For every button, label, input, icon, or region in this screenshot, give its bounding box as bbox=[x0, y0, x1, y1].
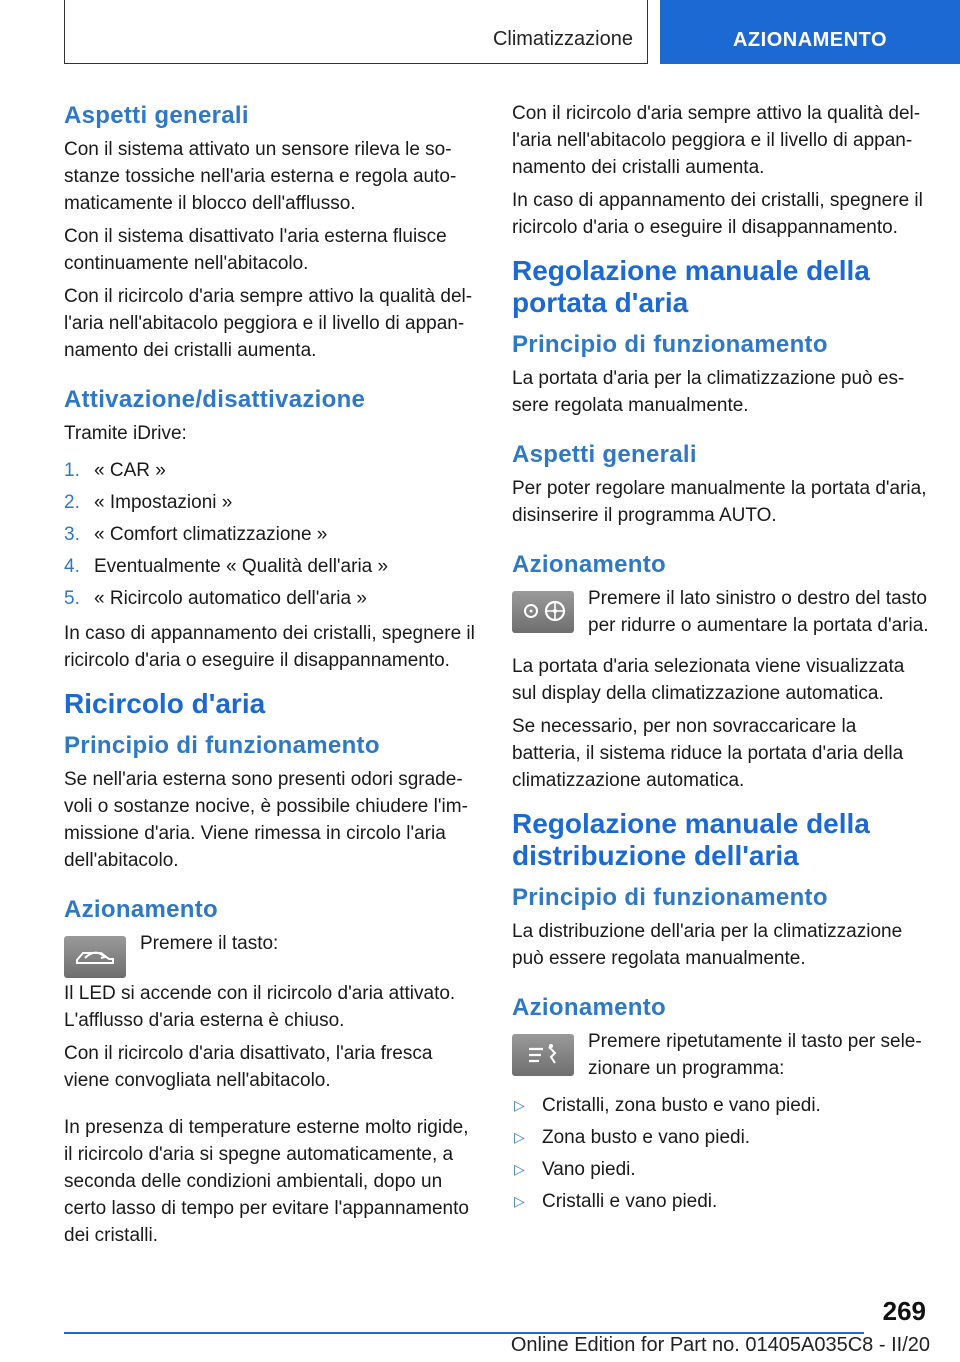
heading-aspetti-generali: Aspetti generali bbox=[64, 102, 249, 129]
heading-azionamento: Azionamento bbox=[512, 551, 666, 578]
list-item bbox=[512, 1188, 930, 1215]
air-distribution-icon bbox=[521, 1041, 565, 1069]
heading-principio: Principio di funzionamento bbox=[64, 732, 380, 759]
triangle-bullet-icon: ▷ bbox=[514, 1193, 525, 1209]
chapter-title: AZIONAMENTO bbox=[732, 29, 887, 51]
heading-principio: Principio di funzionamento bbox=[512, 331, 828, 358]
list-item bbox=[64, 585, 482, 612]
footer-edition: Online Edition for Part no. 01405A035C8 - II/20 bbox=[510, 1334, 930, 1356]
paragraph: Il LED si accende con il ricircolo d'aria attivato. L'afflusso d'aria esterna è chiuso. bbox=[64, 983, 456, 1031]
paragraph: Tramite iDrive: bbox=[64, 423, 187, 444]
icon-instruction bbox=[64, 930, 482, 978]
list-item-text: Vano piedi. bbox=[542, 1159, 636, 1180]
icon-instruction bbox=[512, 585, 930, 639]
page-number: 269 bbox=[882, 1296, 926, 1326]
heading-azionamento: Azionamento bbox=[512, 994, 666, 1021]
paragraph: Per poter regolare manualmente la portata d'aria, disinserire il programma AUTO. bbox=[512, 478, 927, 526]
paragraph: Con il ricircolo d'aria sempre attivo la qualità dell'aria nell'abitacolo peggiora e il livello di appannamento dei cristalli aumenta. bbox=[64, 286, 473, 361]
heading-ricircolo: Ricircolo d'aria bbox=[64, 688, 266, 719]
step-number: 3. bbox=[64, 524, 80, 545]
step-list bbox=[64, 457, 482, 612]
list-item-text: Zona busto e vano piedi. bbox=[542, 1127, 751, 1148]
recirculation-button-icon bbox=[64, 936, 126, 978]
paragraph: In caso di appannamento dei cristalli, spegnere il ricircolo d'aria o eseguire il disappannamento. bbox=[512, 190, 923, 238]
icon-text: Premere ripetutamente il tasto per selezionare un programma: bbox=[588, 1031, 922, 1079]
step-text: « CAR » bbox=[94, 460, 166, 481]
right-column bbox=[512, 100, 930, 1220]
paragraph: In presenza di temperature esterne molto rigide, il ricircolo d'aria si spegne automaticamente, a seconda delle condizioni ambientali, dopo un certo lasso di tempo per evitare l'appannamento dei cristalli. bbox=[64, 1117, 469, 1246]
list-item-text: Cristalli, zona busto e vano piedi. bbox=[542, 1095, 821, 1116]
paragraph: La portata d'aria per la climatizzazione può essere regolata manualmente. bbox=[512, 368, 905, 416]
step-text: « Ricircolo automatico dell'aria » bbox=[94, 588, 367, 609]
section-header bbox=[64, 0, 648, 64]
step-text: Eventualmente « Qualità dell'aria » bbox=[94, 556, 389, 577]
step-number: 4. bbox=[64, 556, 80, 577]
list-item bbox=[512, 1124, 930, 1151]
list-item bbox=[64, 521, 482, 548]
step-number: 1. bbox=[64, 460, 80, 481]
paragraph: La distribuzione dell'aria per la climatizzazione può essere regolata manualmente. bbox=[512, 921, 903, 969]
triangle-bullet-icon: ▷ bbox=[514, 1129, 525, 1145]
paragraph: In caso di appannamento dei cristalli, spegnere il ricircolo d'aria o eseguire il disappannamento. bbox=[64, 623, 475, 671]
triangle-bullet-icon: ▷ bbox=[514, 1161, 525, 1177]
air-distribution-button-icon bbox=[512, 1034, 574, 1076]
chapter-tab[interactable] bbox=[660, 0, 960, 64]
paragraph: Con il ricircolo d'aria disattivato, l'aria fresca viene convogliata nell'abitacolo. bbox=[64, 1043, 433, 1091]
heading-principio: Principio di funzionamento bbox=[512, 884, 828, 911]
triangle-bullet-icon: ▷ bbox=[514, 1097, 525, 1113]
heading-portata: Regolazione manuale della portata d'aria bbox=[512, 255, 870, 318]
list-item bbox=[64, 457, 482, 484]
fan-speed-icon bbox=[517, 598, 569, 626]
step-number: 2. bbox=[64, 492, 80, 513]
step-text: « Impostazioni » bbox=[94, 492, 233, 513]
left-column bbox=[64, 100, 482, 1255]
section-title: Climatizzazione bbox=[492, 28, 633, 50]
list-item bbox=[64, 553, 482, 580]
paragraph: La portata d'aria selezionata viene visualizzata sul display della climatizzazione automatica. bbox=[512, 656, 905, 704]
paragraph: Con il ricircolo d'aria sempre attivo la qualità dell'aria nell'abitacolo peggiora e il livello di appannamento dei cristalli aumenta. bbox=[512, 103, 921, 178]
list-item bbox=[512, 1156, 930, 1183]
list-item bbox=[512, 1092, 930, 1119]
paragraph: Se nell'aria esterna sono presenti odori sgradevoli o sostanze nocive, è possibile chiudere l'immissione d'aria. Viene rimessa in circolo l'aria dell'abitacolo. bbox=[64, 769, 468, 871]
heading-attivazione: Attivazione/disattivazione bbox=[64, 386, 366, 413]
list-item bbox=[64, 489, 482, 516]
step-number: 5. bbox=[64, 588, 80, 609]
fan-button-icon bbox=[512, 591, 574, 633]
heading-distribuzione: Regolazione manuale della distribuzione dell'aria bbox=[512, 808, 870, 871]
car-recirculation-icon bbox=[71, 944, 119, 970]
paragraph: Se necessario, per non sovraccaricare la batteria, il sistema riduce la portata d'aria della climatizzazione automatica. bbox=[512, 716, 904, 791]
list-item-text: Cristalli e vano piedi. bbox=[542, 1191, 718, 1212]
icon-text: Premere il lato sinistro o destro del tasto per ridurre o aumentare la portata d'aria. bbox=[588, 588, 929, 636]
paragraph: Con il sistema attivato un sensore rileva le sostanze tossiche nell'aria esterna e regola automaticamente il blocco dell'afflusso. bbox=[64, 139, 457, 214]
heading-azionamento: Azionamento bbox=[64, 896, 218, 923]
icon-text: Premere il tasto: bbox=[140, 933, 279, 954]
step-text: « Comfort climatizzazione » bbox=[94, 524, 328, 545]
program-list bbox=[512, 1092, 930, 1215]
heading-aspetti-generali: Aspetti generali bbox=[512, 441, 697, 468]
icon-instruction bbox=[512, 1028, 930, 1082]
paragraph: Con il sistema disattivato l'aria esterna fluisce continuamente nell'abitacolo. bbox=[64, 226, 447, 274]
